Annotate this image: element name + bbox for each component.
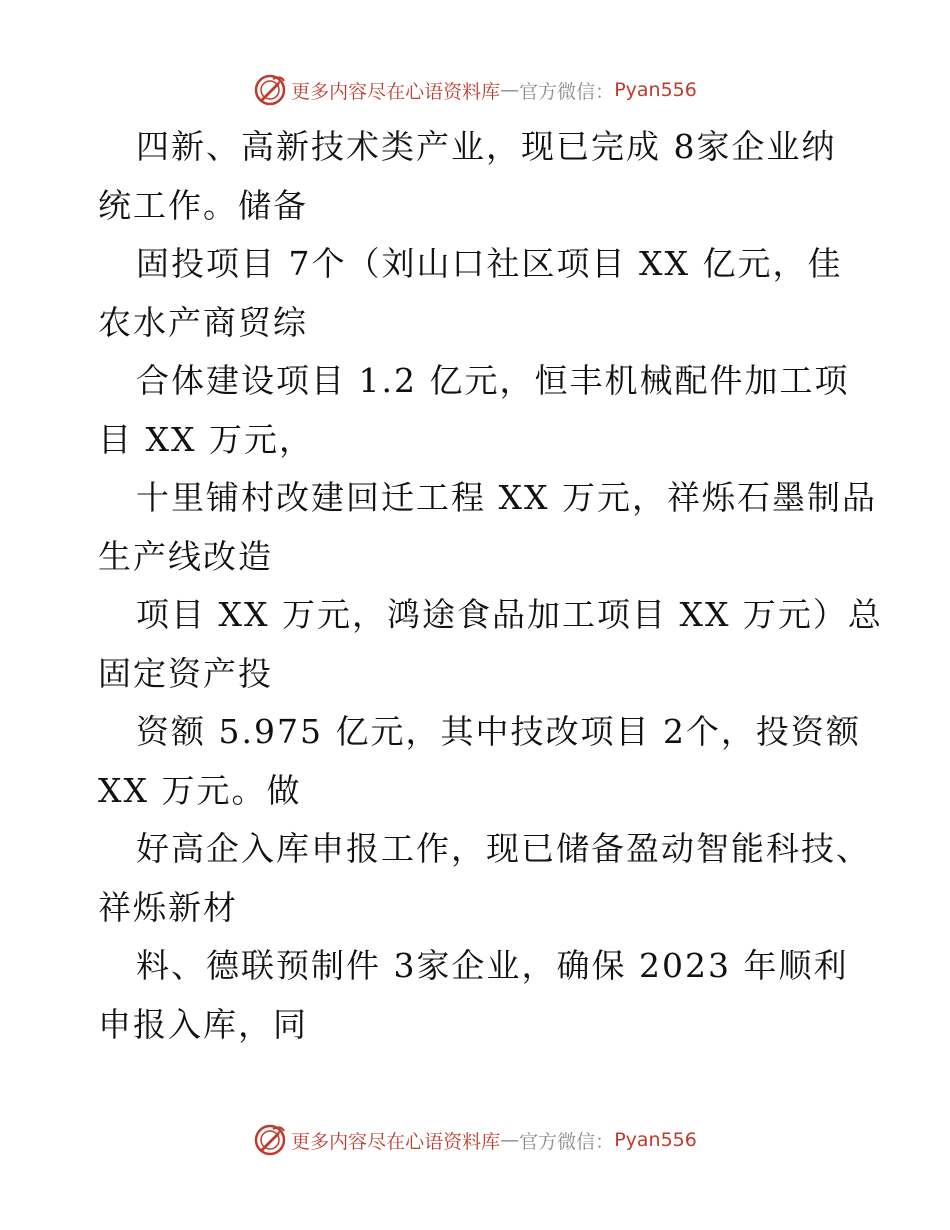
paragraph-line: 目 XX 万元， [98,419,314,459]
paragraph-line: 统工作。储备 [98,185,308,225]
paragraph-line: 料、德联预制件 3家企业，确保 2023 年顺利 [136,946,849,985]
footer-banner [0,1120,950,1160]
pen-logo-icon [253,1123,287,1157]
paragraph-line: 生产线改造 [98,536,273,576]
banner-wechat-id: Pyan556 [614,1129,697,1151]
paragraph-line: 四新、高新技术类产业，现已完成 8家企业纳 [136,127,837,166]
paragraph-line: 固定资产投 [98,653,273,693]
banner-site-name: 更多内容尽在心语资料库 [291,80,501,103]
banner-wechat-id: Pyan556 [614,79,697,101]
banner-wechat-label: 官方微信： [519,1130,615,1153]
pen-logo-icon [253,73,287,107]
header-banner [0,70,950,110]
banner-dash: — [500,1129,520,1151]
paragraph-line: 农水产商贸综 [98,302,308,342]
banner-dash: — [500,79,520,101]
header-banner-inner [253,73,697,107]
document-body [98,118,883,1054]
banner-site-name: 更多内容尽在心语资料库 [291,1130,501,1153]
paragraph-line: 资额 5.975 亿元，其中技改项目 2个，投资额 [136,712,861,751]
paragraph-line: 申报入库，同 [98,1004,308,1044]
footer-banner-inner [253,1123,697,1157]
paragraph-line: 固投项目 7个（刘山口社区项目 XX 亿元，佳 [136,244,843,283]
paragraph-line: 好高企入库申报工作，现已储备盈动智能科技、 [136,829,871,868]
paragraph-line: 十里铺村改建回迁工程 XX 万元，祥烁石墨制品 [136,478,877,517]
paragraph-line: 项目 XX 万元，鸿途食品加工项目 XX 万元）总 [136,595,883,634]
paragraph-line: 合体建设项目 1.2 亿元，恒丰机械配件加工项 [136,361,850,400]
paragraph-line: 祥烁新材 [98,887,238,927]
banner-wechat-label: 官方微信： [519,80,615,103]
paragraph-line: XX 万元。做 [98,770,302,810]
